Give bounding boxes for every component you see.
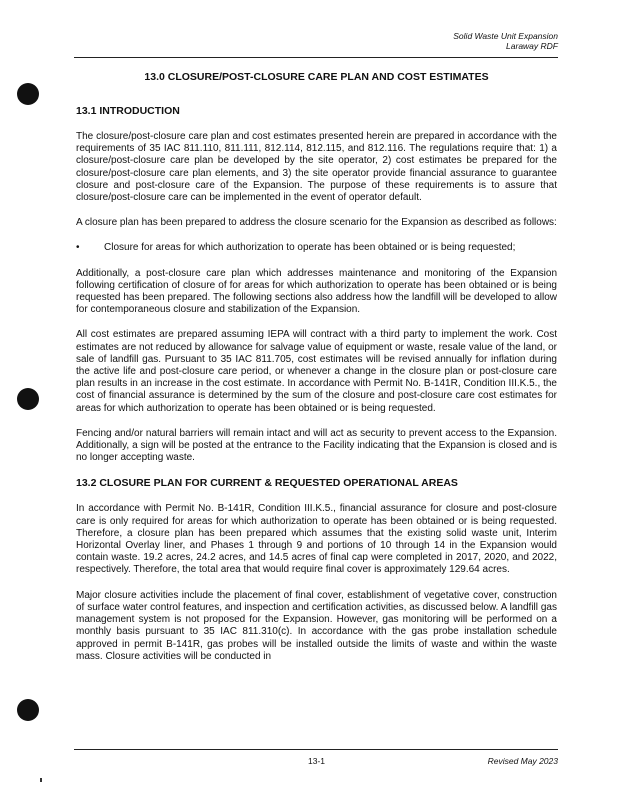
document-body — [76, 60, 557, 663]
paragraph: Additionally, a post-closure care plan which addresses maintenance and monitoring of the Expansion following certification of closure of for areas for which authorization to operate has been obtained or is being requested has been prepared. The following sections also address how the landfill will be developed to allow for contemporaneous closure and stabilization of the Expansion. — [76, 267, 557, 316]
bullet-item — [76, 242, 557, 254]
page-number: 13-1 — [308, 756, 326, 766]
bullet-icon: • — [76, 242, 80, 254]
binder-hole — [17, 83, 39, 105]
running-header — [453, 31, 558, 51]
section-heading-closure-plan: 13.2 CLOSURE PLAN FOR CURRENT & REQUESTED OPERATIONAL AREAS — [76, 477, 458, 490]
footer-rule — [74, 749, 558, 750]
paragraph: In accordance with Permit No. B-141R, Condition III.K.5., financial assurance for closure and post-closure care is only required for areas for which authorization to operate has been obtained or is being requested. Therefore, a closure plan has been prepared which assumes that the existing solid waste unit, Interim Horizontal Overlay liner, and Phases 1 through 9 and portions of 10 through 14 in the Expansion would contain waste. 19.2 acres, 24.2 acres, and 14.5 acres of final cap were completed in 2017, 2020, and 2022, respectively. Therefore, the total area that would require final cover is approximately 129.64 acres. — [76, 503, 557, 576]
bullet-text: Closure for areas for which authorization to operate has been obtained or is being requested; — [104, 242, 516, 254]
paragraph: Fencing and/or natural barriers will remain intact and will act as security to prevent access to the Expansion. Additionally, a sign will be posted at the entrance to the Facility indicating that the Expansion is closed and is no longer accepting waste. — [76, 427, 557, 464]
binder-hole — [17, 699, 39, 721]
header-site: Laraway RDF — [506, 41, 558, 51]
paragraph: All cost estimates are prepared assuming IEPA will contract with a third party to implement the work. Cost estimates are not reduced by allowance for salvage value of equipment or waste, resale value of the land, or sale of landfill gas. Pursuant to 35 IAC 811.705, cost estimates will be revised annually for inflation during the active life and post-closure care period, or whenever a change in the closure plan or post-closure care plan results in an increase in the cost estimate. In accordance with Permit No. B-141R, Condition III.K.5., the cost of financial assurance is determined by the sum of the closure and post-closure care cost estimates for areas for which authorization to operate has been obtained or is being requested. — [76, 329, 557, 414]
paragraph: Major closure activities include the placement of final cover, establishment of vegetative cover, construction of surface water control features, and inspection and certification activities, as discussed below. A landfill gas management system is not proposed for the Expansion. However, gas monitoring will be performed on a monthly basis pursuant to 35 IAC 811.310(c). In accordance with the gas probe installation schedule approved in permit B-141R, gas probes will be installed outside the limits of waste and within the waste mass. Closure activities will be conducted in — [76, 589, 557, 662]
header-project: Solid Waste Unit Expansion — [453, 31, 558, 41]
chapter-title: 13.0 CLOSURE/POST-CLOSURE CARE PLAN AND COST ESTIMATES — [144, 71, 489, 83]
revision-date: Revised May 2023 — [487, 756, 558, 766]
header-rule — [74, 57, 558, 58]
section-heading-introduction: 13.1 INTRODUCTION — [76, 105, 180, 117]
binder-hole — [17, 388, 39, 410]
paragraph: The closure/post-closure care plan and cost estimates presented herein are prepared in accordance with the requirements of 35 IAC 811.110, 811.111, 812.114, 812.115, and 812.116. The regulations require that: 1) a closure/post-closure care plan be developed by the site operator, 2) cost estimates be prepared for the closure/post-closure care plan elements, and 3) the site operator provide financial assurance to guarantee closure and post-closure care of the Expansion. The purpose of these requirements is to assure that closure/post-closure care can be implemented in the event of operator default. — [76, 131, 557, 204]
paragraph: A closure plan has been prepared to address the closure scenario for the Expansion as described as follows: — [76, 217, 557, 229]
scan-speck — [40, 778, 42, 782]
